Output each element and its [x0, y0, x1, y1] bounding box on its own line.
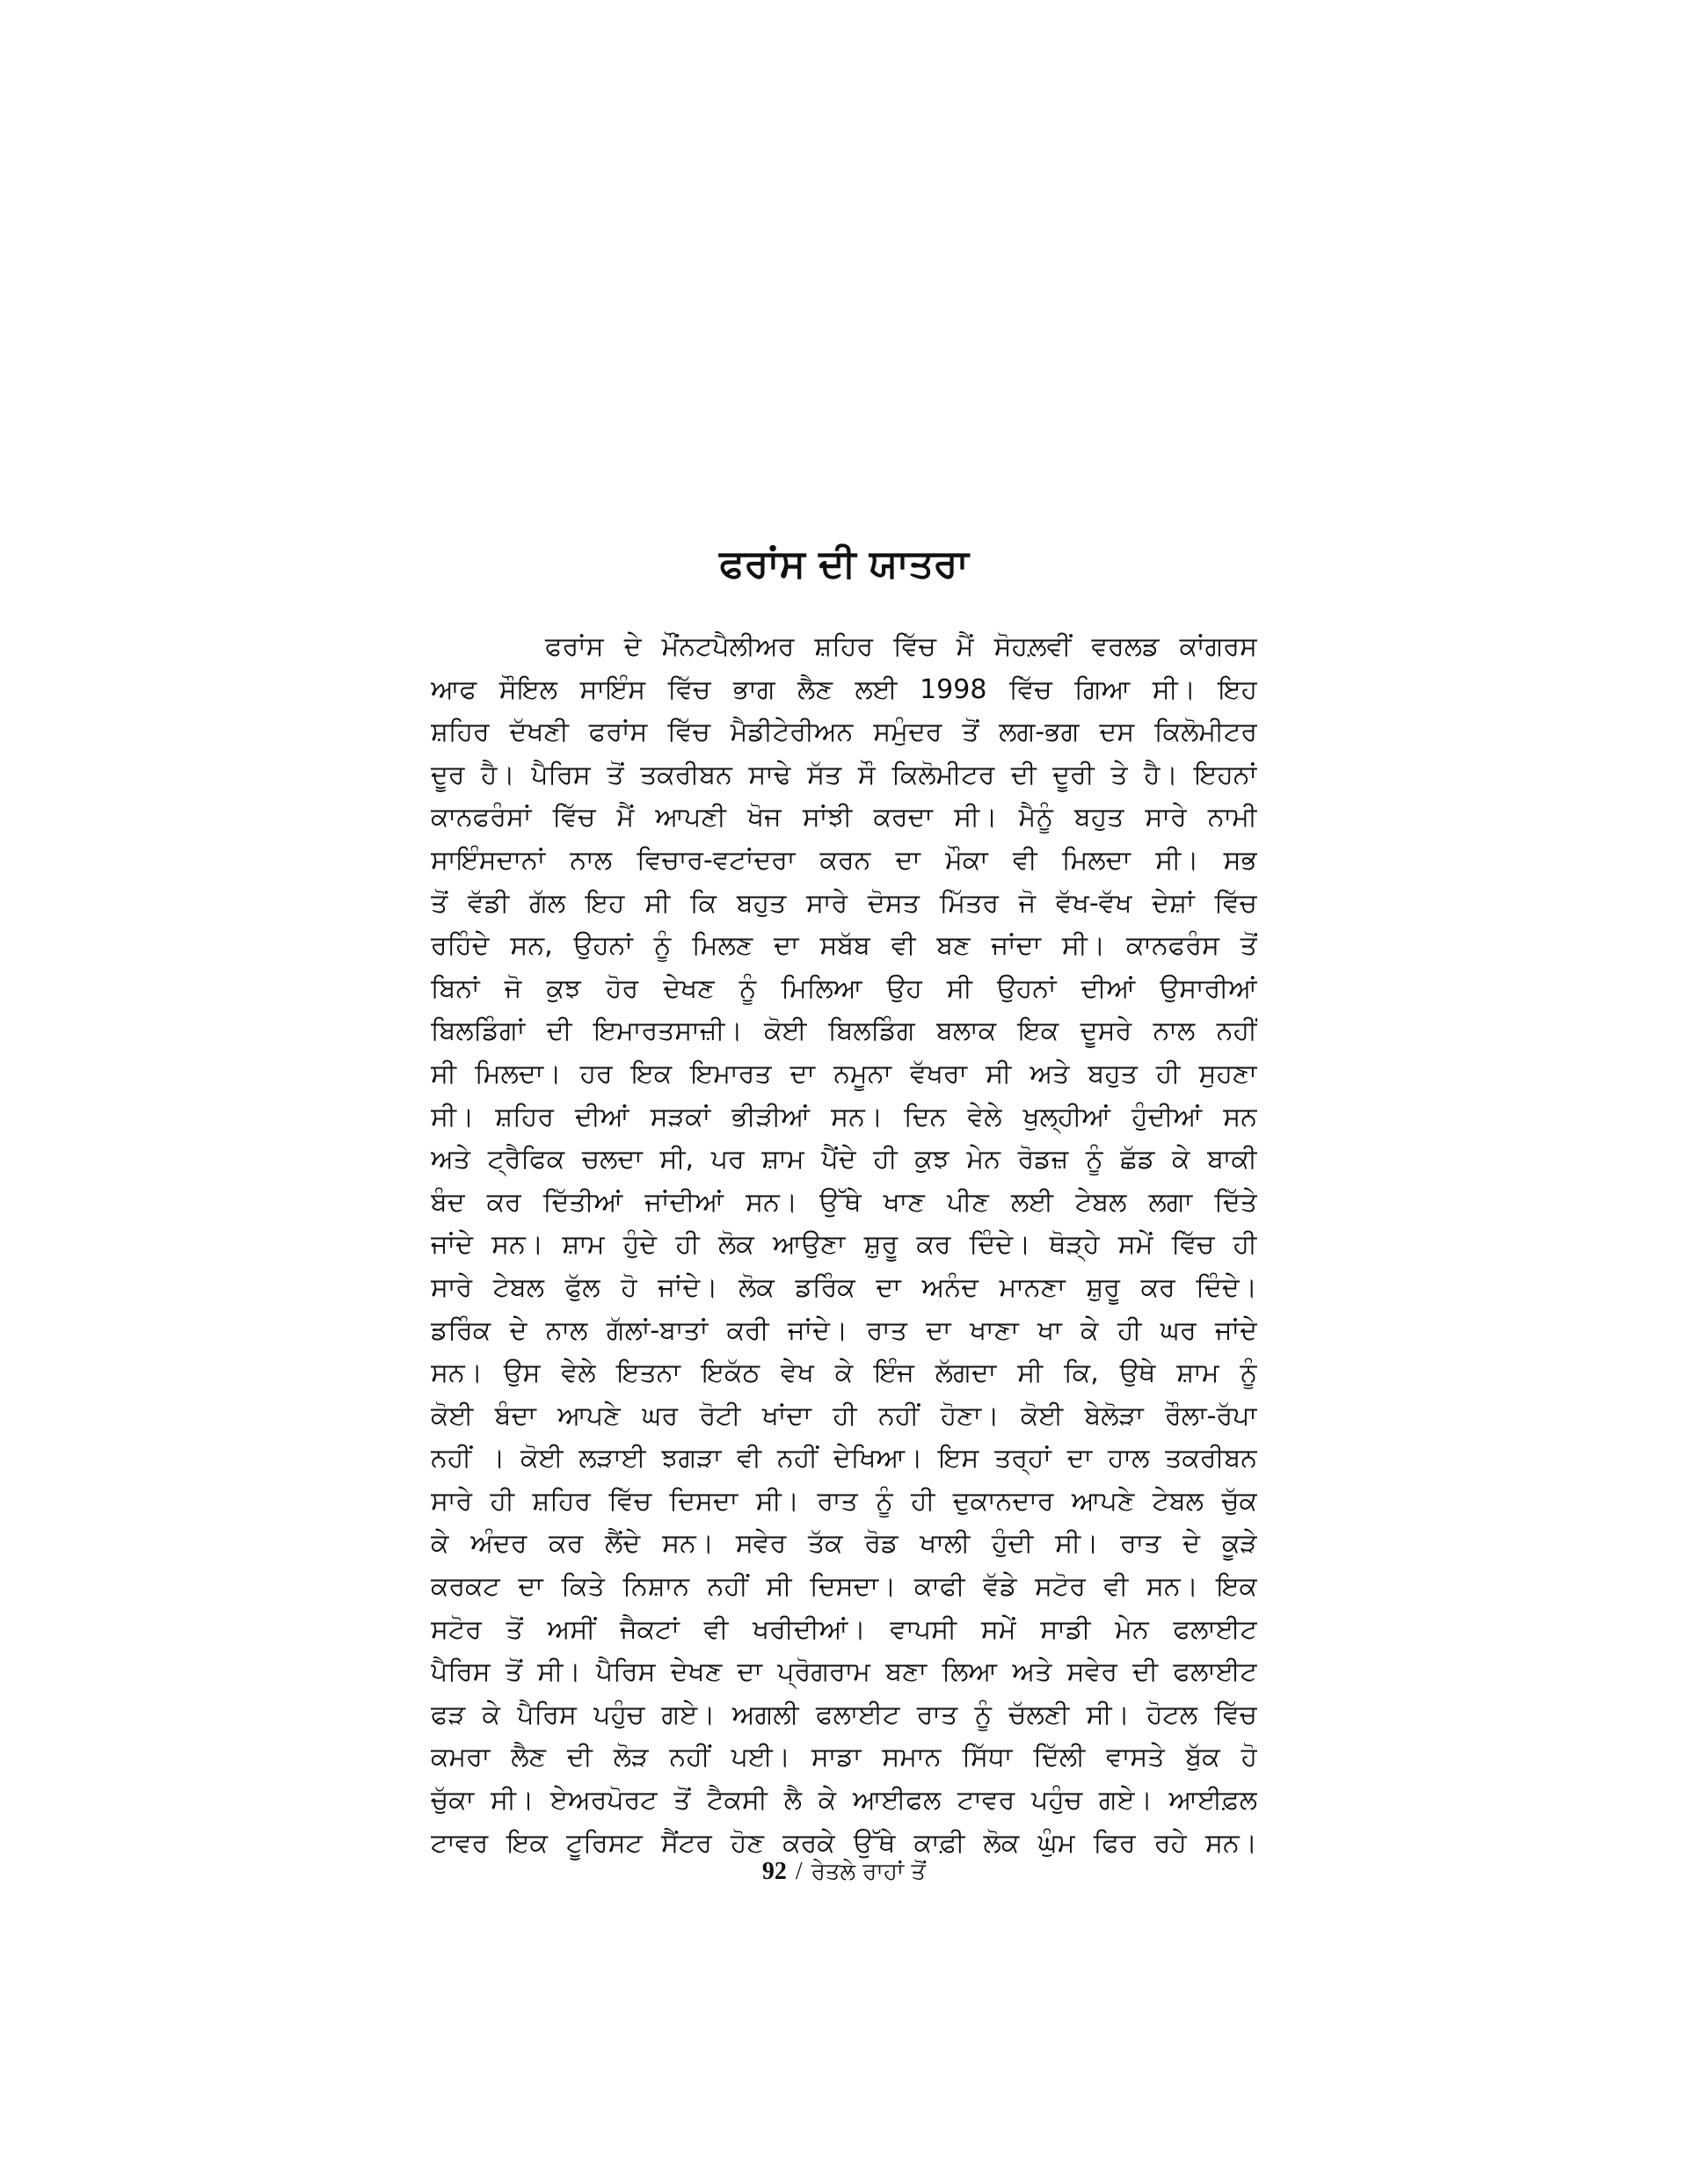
page-number: 92: [761, 1858, 787, 1885]
text-line: ਕਾਨਫਰੰਸਾਂ ਵਿੱਚ ਮੈਂ ਆਪਣੀ ਖੋਜ ਸਾਂਝੀ ਕਰਦਾ ਸੀ। ਮੈਨੂੰ ਬਹੁਤ ਸਾਰੇ ਨਾਮੀ: [431, 802, 1257, 834]
text-line: ਚੁੱਕਾ ਸੀ। ਏਅਰਪੋਰਟ ਤੋਂ ਟੈਕਸੀ ਲੈ ਕੇ ਆਈਫਲ ਟਾਵਰ ਪਹੁੰਚ ਗਏ। ਆਈਫ਼ਲ: [431, 1785, 1257, 1816]
text-line: ਫੜ ਕੇ ਪੈਰਿਸ ਪਹੁੰਚ ਗਏ। ਅਗਲੀ ਫਲਾਈਟ ਰਾਤ ਨੂੰ ਚੱਲਣੀ ਸੀ। ਹੋਟਲ ਵਿੱਚ: [431, 1699, 1257, 1730]
text-line: ਆਫ ਸੌਇਲ ਸਾਇੰਸ ਵਿੱਚ ਭਾਗ ਲੈਣ ਲਈ 1998 ਵਿੱਚ ਗਿਆ ਸੀ। ਇਹ: [431, 673, 1257, 705]
text-line: ਸਨ। ਉਸ ਵੇਲੇ ਇਤਨਾ ਇਕੱਠ ਵੇਖ ਕੇ ਇੰਜ ਲੱਗਦਾ ਸੀ ਕਿ, ਉਥੇ ਸ਼ਾਮ ਨੂੰ: [431, 1358, 1257, 1389]
text-line: ਬੰਦ ਕਰ ਦਿੱਤੀਆਂ ਜਾਂਦੀਆਂ ਸਨ। ਉੱਥੇ ਖਾਣ ਪੀਣ ਲਈ ਟੇਬਲ ਲਗਾ ਦਿੱਤੇ: [431, 1186, 1257, 1218]
text-line: ਤੋਂ ਵੱਡੀ ਗੱਲ ਇਹ ਸੀ ਕਿ ਬਹੁਤ ਸਾਰੇ ਦੋਸਤ ਮਿੱਤਰ ਜੋ ਵੱਖ-ਵੱਖ ਦੇਸ਼ਾਂ ਵਿੱਚ: [431, 887, 1257, 919]
text-line: ਬਿਲਡਿੰਗਾਂ ਦੀ ਇਮਾਰਤਸਾਜ਼ੀ। ਕੋਈ ਬਿਲਡਿੰਗ ਬਲਾਕ ਇਕ ਦੂਸਰੇ ਨਾਲ ਨਹੀਂ: [431, 1016, 1257, 1047]
text-line: ਕਰਕਟ ਦਾ ਕਿਤੇ ਨਿਸ਼ਾਨ ਨਹੀਂ ਸੀ ਦਿਸਦਾ। ਕਾਫੀ ਵੱਡੇ ਸਟੋਰ ਵੀ ਸਨ। ਇਕ: [431, 1571, 1257, 1603]
chapter-title: ਫਰਾਂਸ ਦੀ ਯਾਤਰਾ: [719, 542, 969, 586]
text-line: ਕੇ ਅੰਦਰ ਕਰ ਲੈਂਦੇ ਸਨ। ਸਵੇਰ ਤੱਕ ਰੋਡ ਖਾਲੀ ਹੁੰਦੀ ਸੀ। ਰਾਤ ਦੇ ਕੂੜੇ: [431, 1528, 1257, 1560]
text-line: ਸੀ ਮਿਲਦਾ। ਹਰ ਇਕ ਇਮਾਰਤ ਦਾ ਨਮੂਨਾ ਵੱਖਰਾ ਸੀ ਅਤੇ ਬਹੁਤ ਹੀ ਸੁਹਣਾ: [431, 1058, 1257, 1089]
text-line: ਪੈਰਿਸ ਤੋਂ ਸੀ। ਪੈਰਿਸ ਦੇਖਣ ਦਾ ਪ੍ਰੋਗਰਾਮ ਬਣਾ ਲਿਆ ਅਤੇ ਸਵੇਰ ਦੀ ਫਲਾਈਟ: [431, 1656, 1257, 1688]
text-line: ਰਹਿੰਦੇ ਸਨ, ਉਹਨਾਂ ਨੂੰ ਮਿਲਣ ਦਾ ਸਬੱਬ ਵੀ ਬਣ ਜਾਂਦਾ ਸੀ। ਕਾਨਫਰੰਸ ਤੋਂ: [431, 930, 1257, 962]
text-line: ਦੂਰ ਹੈ। ਪੈਰਿਸ ਤੋਂ ਤਕਰੀਬਨ ਸਾਢੇ ਸੱਤ ਸੌ ਕਿਲੋਮੀਟਰ ਦੀ ਦੂਰੀ ਤੇ ਹੈ। ਇਹਨਾਂ: [431, 759, 1257, 790]
footer-separator: /: [795, 1858, 803, 1885]
chapter-body-text: [431, 626, 1257, 1865]
text-line: ਅਤੇ ਟ੍ਰੈਫਿਕ ਚਲਦਾ ਸੀ, ਪਰ ਸ਼ਾਮ ਪੈਂਦੇ ਹੀ ਕੁਝ ਮੇਨ ਰੋਡਜ਼ ਨੂੰ ਛੱਡ ਕੇ ਬਾਕੀ: [431, 1144, 1257, 1176]
text-line: ਸੀ। ਸ਼ਹਿਰ ਦੀਆਂ ਸੜਕਾਂ ਭੀੜੀਆਂ ਸਨ। ਦਿਨ ਵੇਲੇ ਖੁਲ੍ਹੀਆਂ ਹੁੰਦੀਆਂ ਸਨ: [431, 1101, 1257, 1132]
text-line: ਨਹੀਂ । ਕੋਈ ਲੜਾਈ ਝਗੜਾ ਵੀ ਨਹੀਂ ਦੇਖਿਆ। ਇਸ ਤਰ੍ਹਾਂ ਦਾ ਹਾਲ ਤਕਰੀਬਨ: [431, 1443, 1257, 1474]
text-line: ਟਾਵਰ ਇਕ ਟੂਰਿਸਟ ਸੈਂਟਰ ਹੋਣ ਕਰਕੇ ਉੱਥੇ ਕਾਫ਼ੀ ਲੋਕ ਘੁੰਮ ਫਿਰ ਰਹੇ ਸਨ।: [431, 1827, 1257, 1859]
text-line: ਡਰਿੰਕ ਦੇ ਨਾਲ ਗੱਲਾਂ-ਬਾਤਾਂ ਕਰੀ ਜਾਂਦੇ। ਰਾਤ ਦਾ ਖਾਣਾ ਖਾ ਕੇ ਹੀ ਘਰ ਜਾਂਦੇ: [431, 1314, 1257, 1346]
text-line: ਫਰਾਂਸ ਦੇ ਮੌਂਨਟਪੈਲੀਅਰ ਸ਼ਹਿਰ ਵਿੱਚ ਮੈਂ ਸੋਹਲ਼ਵੀਂ ਵਰਲਡ ਕਾਂਗਰਸ: [545, 631, 1257, 662]
book-title: ਰੇਤਲੇ ਰਾਹਾਂ ਤੋਂ: [811, 1859, 927, 1885]
page-footer: [0, 1853, 1688, 1889]
text-line: ਬਿਨਾਂ ਜੋ ਕੁਝ ਹੋਰ ਦੇਖਣ ਨੂੰ ਮਿਲਿਆ ਉਹ ਸੀ ਉਹਨਾਂ ਦੀਆਂ ਉਸਾਰੀਆਂ: [431, 972, 1257, 1004]
text-line: ਕਮਰਾ ਲੈਣ ਦੀ ਲੋੜ ਨਹੀਂ ਪਈ। ਸਾਡਾ ਸਮਾਨ ਸਿੱਧਾ ਦਿੱਲੀ ਵਾਸਤੇ ਬੁੱਕ ਹੋ: [431, 1742, 1257, 1773]
text-line: ਸਾਇੰਸਦਾਨਾਂ ਨਾਲ ਵਿਚਾਰ-ਵਟਾਂਦਰਾ ਕਰਨ ਦਾ ਮੌਕਾ ਵੀ ਮਿਲਦਾ ਸੀ। ਸਭ: [431, 844, 1257, 876]
text-line: ਸ਼ਹਿਰ ਦੱਖਣੀ ਫਰਾਂਸ ਵਿੱਚ ਮੈਡੀਟੇਰੀਅਨ ਸਮੁੰਦਰ ਤੋਂ ਲਗ-ਭਗ ਦਸ ਕਿਲੋਮੀਟਰ: [431, 717, 1257, 748]
text-line: ਸਾਰੇ ਟੇਬਲ ਫੁੱਲ ਹੋ ਜਾਂਦੇ। ਲੋਕ ਡਰਿੰਕ ਦਾ ਅਨੰਦ ਮਾਨਣਾ ਸ਼ੁਰੂ ਕਰ ਦਿੰਦੇ।: [431, 1271, 1257, 1303]
text-line: ਕੋਈ ਬੰਦਾ ਆਪਣੇ ਘਰ ਰੋਟੀ ਖਾਂਦਾ ਹੀ ਨਹੀਂ ਹੋਣਾ। ਕੋਈ ਬੇਲੋੜਾ ਰੌਲਾ-ਰੱਪਾ: [431, 1400, 1257, 1431]
text-line: ਜਾਂਦੇ ਸਨ। ਸ਼ਾਮ ਹੁੰਦੇ ਹੀ ਲੋਕ ਆਉਣਾ ਸ਼ੁਰੂ ਕਰ ਦਿੰਦੇ। ਥੋੜ੍ਹੇ ਸਮੇਂ ਵਿੱਚ ਹੀ: [431, 1229, 1257, 1261]
text-line: ਸਾਰੇ ਹੀ ਸ਼ਹਿਰ ਵਿੱਚ ਦਿਸਦਾ ਸੀ। ਰਾਤ ਨੂੰ ਹੀ ਦੁਕਾਨਦਾਰ ਆਪਣੇ ਟੇਬਲ ਚੁੱਕ: [431, 1485, 1257, 1517]
text-line: ਸਟੋਰ ਤੋਂ ਅਸੀਂ ਜੈਕਟਾਂ ਵੀ ਖਰੀਦੀਆਂ। ਵਾਪਸੀ ਸਮੇਂ ਸਾਡੀ ਮੇਨ ਫਲਾਈਟ: [431, 1613, 1257, 1645]
